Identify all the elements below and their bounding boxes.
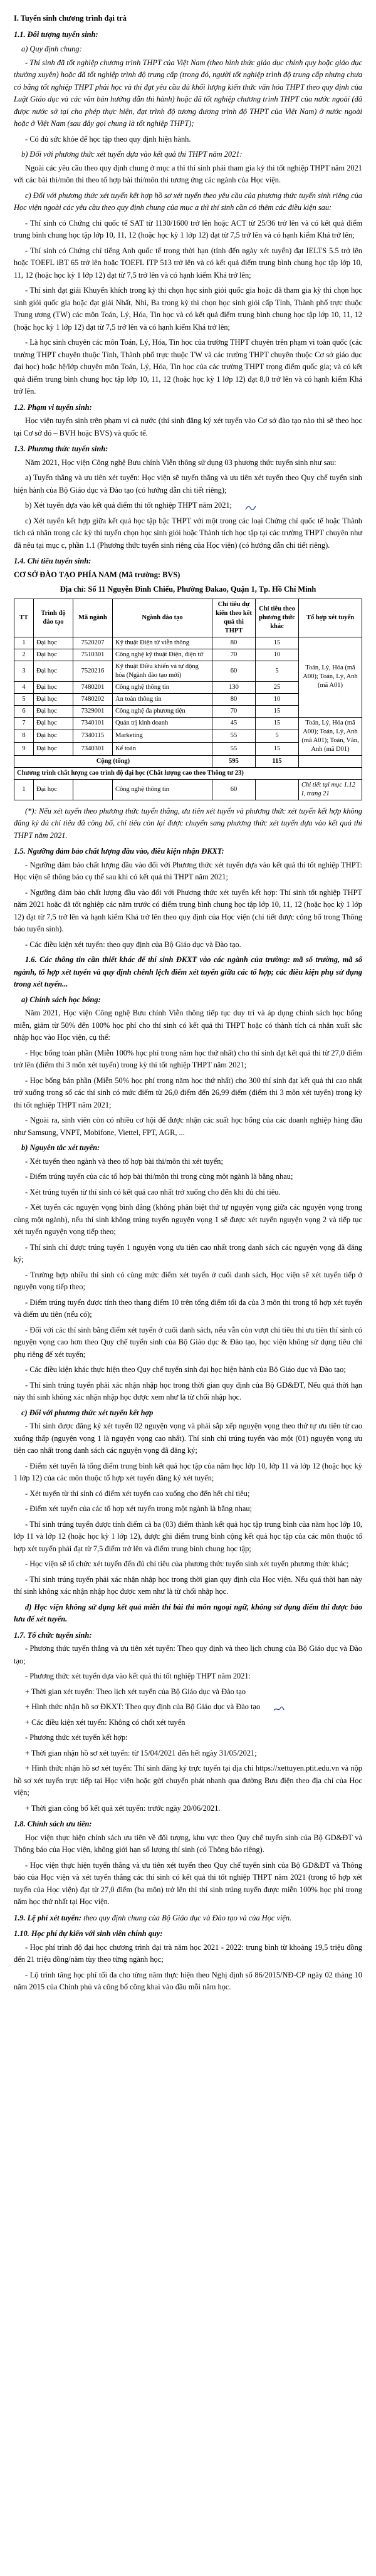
paragraph: - Thí sinh được đăng ký xét tuyển 02 nguyện vọng và phải sắp xếp nguyện vọng theo thứ tự ưu tiên từ cao xuống thấp (nguyện vọng 1 là nguyện vọng cao nhất). Thí sinh chỉ trúng tuyển vào một (01) nguyện vọng ưu tiên cao nhất trong danh sách các nguyện vọng đã đăng ký; <box>14 1422 362 1455</box>
section-1-7-title: 1.7. Tổ chức tuyển sinh: <box>14 1630 92 1640</box>
table-header-row <box>14 599 362 637</box>
paragraph: + Thời gian nhận hồ sơ xét tuyển: từ 15/04/2021 đến hết ngày 31/05/2021; <box>25 1748 257 1757</box>
table-cell: 7480201 <box>73 681 113 693</box>
column-header: Tổ hợp xét tuyển <box>299 599 362 637</box>
table-cell: Kỹ thuật Điện tử viễn thông <box>113 637 212 649</box>
table-cell: 60 <box>212 779 256 800</box>
table-cell: Chi tiết tại mục 1.12 I, trang 21 <box>299 779 362 800</box>
table-cell: Đại học <box>34 743 73 755</box>
paragraph: Ngoài các yêu cầu theo quy định chung ở mục a thì thí sinh phải tham gia kỳ thi tốt nghiệp THPT năm 2021 với các bài thi/môn thi theo tổ hợp bài thi/môn thi tương ứng các ngành của Học viện. <box>14 163 362 184</box>
section-heading: I. Tuyển sinh chương trình đại trà <box>14 14 127 23</box>
paragraph-text: + Hình thức nhận hồ sơ ĐKXT: Theo quy định của Bộ Giáo dục và Đào tạo <box>25 1702 261 1711</box>
paragraph: - Thí sinh trúng tuyển phải xác nhận nhập học trong thời gian quy định của Bộ GD&ĐT, Nếu quá thời hạn này thí sinh không xác nhận nhập học được xem như là từ chối nhập học. <box>14 1380 362 1401</box>
table-cell: 8 <box>14 730 34 742</box>
table-row <box>14 717 362 730</box>
table-cell: Đại học <box>34 705 73 717</box>
table-cell: 25 <box>256 681 299 693</box>
subsection-c-title: c) Đối với phương thức xét tuyển kết hợp <box>21 1408 154 1417</box>
table-cell: Công nghệ kỹ thuật Điện, điện tử <box>113 649 212 661</box>
section-1-6-title: 1.6. Các thông tin cần thiết khác để thí sinh ĐKXT vào các ngành của trường: mã số trường, mã số ngành, tổ hợp xét tuyển và quy định chênh lệch điểm xét tuyển giữa các tổ hợp; các điều kiện phụ sử dụng trong xét tuyển... <box>14 955 362 988</box>
paragraph: a) Tuyển thẳng và ưu tiên xét tuyển: Học viện sẽ tuyển thẳng và ưu tiên xét tuyển theo Quy chế tuyển sinh hiện hành của Bộ Giáo dục và Đào tạo (có hướng dẫn chi tiết riêng); <box>14 473 362 495</box>
paragraph: - Thí sinh có Chứng chỉ quốc tế SAT từ 1130/1600 trở lên hoặc ACT từ 25/36 trở lên và có kết quả điểm trung bình chung học tập lớp 10, 11, 12 (hoặc học kỳ 1 lớp 12) đạt từ 7,5 trở lên và có hạnh kiểm Khá trở lên; <box>14 218 362 239</box>
table-cell: 7520216 <box>73 661 113 681</box>
table-cell: 7340115 <box>73 730 113 742</box>
table-cell: 70 <box>212 649 256 661</box>
table-cell: Kỹ thuật Điều khiển và tự động hóa (Ngành đào tạo mới) <box>113 661 212 681</box>
paragraph: Học viện tuyển sinh trên phạm vi cả nước (thí sinh đăng ký xét tuyển vào Cơ sở đào tạo nào thì sẽ theo học tại Cơ sở đó – BVH hoặc BVS) và quốc tế. <box>14 416 362 437</box>
table-cell: Đại học <box>34 637 73 649</box>
table-cell: 80 <box>212 637 256 649</box>
paragraph: - Học bổng bán phần (Miễn 50% học phí trong năm học thứ nhất) cho 300 thí sinh đạt kết quả thi cao nhất trở xuống trong số các thí sinh có mức điểm từ 26,0 điểm đến 26,99 điểm (điểm thi 3 môn xét tuyển) trong kỳ thi tốt nghiệp THPT năm 2021; <box>14 1076 362 1109</box>
paragraph: - Học bổng toàn phần (Miễn 100% học phí trong năm học thứ nhất) cho thí sinh đạt kết quả thi từ 27,0 điểm trở lên (điểm thi 3 môn xét tuyển) trong kỳ thi tốt nghiệp THPT năm 2021; <box>14 1048 362 1069</box>
paragraph: - Thí sinh trúng tuyển được tính điểm cả ba (03) điểm thành kết quả học tập trung bình của năm học lớp 10, lớp 11 và lớp 12 (hoặc học kỳ 1 lớp 12), được ghi điểm trung bình cộng kết quả học tập của các môn thuộc tổ hợp xét tuyển phải đạt từ 7,5 điểm trở lên và điểm trung bình chung học tập; <box>14 1519 362 1553</box>
table-total-row <box>14 755 362 767</box>
section-1-2-title: 1.2. Phạm vi tuyển sinh: <box>14 402 92 412</box>
table-cell: Toán, Lý, Hóa (mã A00); Toán, Lý, Anh (mã A01); Toán, Văn, Anh (mã D01) <box>299 717 362 755</box>
table-cell: 6 <box>14 705 34 717</box>
paragraph-text: b) Xét tuyển dựa vào kết quả điểm thi tốt nghiệp THPT năm 2021; <box>25 501 232 510</box>
table-cell: Đại học <box>34 730 73 742</box>
subsection-b-title: b) Nguyên tắc xét tuyển: <box>21 1143 100 1152</box>
paragraph: - Điểm xét tuyển của các tổ hợp xét tuyển trong một ngành là bằng nhau; <box>25 1504 252 1513</box>
subsection-c-title: c) Đối với phương thức xét tuyển kết hợp hồ sơ xét tuyển theo yêu cầu của phương thức tuyển sinh riêng của Học viện ngoài các yêu cầu theo quy định chung của mục a thì thí sinh cần có thêm các điều kiện sau: <box>14 191 362 212</box>
section-1-10-title: 1.10. Học phí dự kiến với sinh viên chính quy: <box>14 1929 163 1938</box>
table-cell: 60 <box>212 661 256 681</box>
subsection-a-title: a) Chính sách học bổng: <box>21 995 101 1004</box>
paragraph: + Thời gian công bố kết quả xét tuyển: trước ngày 20/06/2021. <box>25 1803 221 1813</box>
paragraph: Năm 2021, Học viện Công nghệ Bưu chính Viễn thông tiếp tục duy trì và áp dụng chính sách học bổng miễn, giảm từ 50% đến 100% học phí cho thí sinh có kết quả thi THPT hoặc có thành tích cá nhân xuất sắc nhập học vào Học viện, cụ thể: <box>14 1008 362 1042</box>
paragraph: - Lộ trình tăng học phí tối đa cho từng năm thực hiện theo Nghị định số 86/2015/NĐ-CP ngày 02 tháng 10 năm 2015 của Chính phủ và công bố công khai vào đầu mỗi năm học. <box>14 1970 362 1991</box>
paragraph: - Xét tuyển theo ngành và theo tổ hợp bài thi/môn thi xét tuyển; <box>25 1156 223 1166</box>
quota-table <box>14 599 362 800</box>
paragraph: + Thời gian xét tuyển: Theo lịch xét tuyển của Bộ Giáo dục và Đào tạo <box>25 1687 246 1696</box>
paragraph: - Là học sinh chuyên các môn Toán, Lý, Hóa, Tin học của trường THPT chuyên trên phạm vi toàn quốc (các trường THPT chuyên thuộc Tỉnh, Thành phố trực thuộc TW và các trường THPT chuyên thuộc Cơ sở giáo dục đại học) hoặc hệ/lớp chuyên môn Toán, Lý, Hóa, Tin học của các trường THPT trọng điểm quốc gia; và có kết quả điểm trung bình chung học tập lớp 10, 11, 12 (hoặc học kỳ 1 lớp 12) đạt 8,0 trở lên và có hạnh kiểm Khá trở lên. <box>14 338 362 395</box>
paragraph: - Phương thức tuyển thẳng và ưu tiên xét tuyển: Theo quy định và theo lịch chung của Bộ Giáo dục và Đào tạo; <box>14 1644 362 1665</box>
table-cell: 5 <box>14 693 34 705</box>
column-header: Chỉ tiêu theo phương thức khác <box>256 599 299 637</box>
column-header: Trình độ đào tạo <box>34 599 73 637</box>
table-cell: 1 <box>14 637 34 649</box>
column-header: Mã ngành <box>73 599 113 637</box>
table-cell: 10 <box>256 649 299 661</box>
table-section-row <box>14 767 362 779</box>
table-cell: 55 <box>212 730 256 742</box>
table-cell: 595 <box>212 755 256 767</box>
table-cell: 7329001 <box>73 705 113 717</box>
table-cell: 7510301 <box>73 649 113 661</box>
column-header: Chỉ tiêu dự kiến theo kết quả thi THPT <box>212 599 256 637</box>
subsection-d-title: d) Học viện không sử dụng kết quả miễn thi bài thi môn ngoại ngữ, không sử dụng điểm thi được bảo lưu để xét tuyển. <box>14 1602 362 1623</box>
campus-name: CƠ SỞ ĐÀO TẠO PHÍA NAM <box>14 570 117 579</box>
table-cell: 1 <box>14 779 34 800</box>
handwritten-mark-icon <box>234 503 245 509</box>
table-row <box>14 637 362 649</box>
paragraph: - Học viện thực hiện tuyển thẳng và ưu tiên xét tuyển theo Quy chế tuyển sinh của Bộ GD&ĐT và Thông báo của Học viện và xét tuyển thẳng các thí sinh có kết quả thi tốt nghiệp THPT năm 2021 (trong tổ hợp xét tuyển của Học viện) đạt từ 27,0 điểm (ba môn) trở lên thì thí sinh trúng tuyển được miễn 100% học phí trong năm học thứ nhất tại Học viện. <box>14 1860 362 1906</box>
paragraph <box>14 1701 362 1714</box>
paragraph: - Có đủ sức khỏe để học tập theo quy định hiện hành. <box>25 134 191 144</box>
campus-line <box>14 569 362 582</box>
table-cell: 45 <box>212 717 256 730</box>
table-cell: Chương trình chất lượng cao trình độ đại học (Chất lượng cao theo Thông tư 23) <box>14 767 362 779</box>
paragraph: - Học phí trình độ đại học chương trình đại trà năm học 2021 - 2022: trung bình từ khoảng 19,5 triệu đồng đến 21 triệu đồng/năm tùy theo từng ngành học; <box>14 1942 362 1964</box>
paragraph: Năm 2021, Học viện Công nghệ Bưu chính Viễn thông sử dụng 03 phương thức tuyển sinh như sau: <box>25 458 337 467</box>
table-cell: Công nghệ đa phương tiện <box>113 705 212 717</box>
paragraph: Học viện thực hiện chính sách ưu tiên về đối tượng, khu vực theo Quy chế tuyển sinh của Bộ GD&ĐT và Thông báo của Học viện, không giới hạn số lượng thí sinh (có Thông báo riêng). <box>14 1833 362 1854</box>
paragraph: - Các điều kiện khác thực hiện theo Quy chế tuyển sinh đại học hiện hành của Bộ Giáo dục và Đào tạo; <box>25 1365 346 1374</box>
paragraph: - Thí sinh đã tốt nghiệp chương trình THPT của Việt Nam (theo hình thức giáo dục chính quy hoặc giáo dục thường xuyên) hoặc đã tốt nghiệp trình độ trung cấp (trong đó, người tốt nghiệp trình độ trung cấp nhưng chưa có bằng tốt nghiệp THPT phải học và thi đạt yêu cầu đủ khối lượng kiến thức văn hóa THPT theo quy định của Luật Giáo dục và các văn bản hướng dẫn thi hành) hoặc đã tốt nghiệp chương trình THPT của nước ngoài (đã được nước sở tại cho phép thực hiện, đạt trình độ tương đương trình độ THPT của Việt Nam) ở nước ngoài hoặc ở Việt Nam (sau đây gọi chung là tốt nghiệp THPT); <box>14 58 362 128</box>
table-cell: 7520207 <box>73 637 113 649</box>
paragraph: - Xét tuyển các nguyện vọng bình đẳng (không phân biệt thứ tự nguyện vọng giữa các nguyện vọng trong cùng một ngành), nếu thí sinh không trúng tuyển nguyện vọng 1 sẽ được xét tuyển nguyện vọng 2 và tiếp tục xét tuyển nguyện vọng tiếp theo; <box>14 1203 362 1236</box>
paragraph: - Các điều kiện xét tuyển: theo quy định của Bộ Giáo dục và Đào tạo. <box>25 940 241 949</box>
campus-code: (Mã trường: BVS) <box>118 570 180 579</box>
section-1-9-title: 1.9. Lệ phí xét tuyển: <box>14 1913 82 1922</box>
section-1-4-title: 1.4. Chỉ tiêu tuyển sinh: <box>14 557 91 565</box>
table-cell: 3 <box>14 661 34 681</box>
table-cell: Kế toán <box>113 743 212 755</box>
section-1-9-line <box>14 1912 362 1925</box>
table-cell: 15 <box>256 743 299 755</box>
paragraph <box>14 500 362 512</box>
table-cell: Công nghệ thông tin <box>113 779 212 800</box>
section-1-5-title: 1.5. Ngưỡng đảm bảo chất lượng đầu vào, điều kiện nhận ĐKXT: <box>14 847 224 856</box>
table-cell: 15 <box>256 637 299 649</box>
paragraph: + Các điều kiện xét tuyển: Không có chốt xét tuyển <box>25 1717 185 1727</box>
table-cell: Đại học <box>34 693 73 705</box>
paragraph: - Xét trúng tuyển từ thí sinh có kết quả cao nhất trở xuống cho đến khi đủ chỉ tiêu. <box>25 1187 281 1196</box>
table-cell: 55 <box>212 743 256 755</box>
table-cell <box>299 755 362 767</box>
table-cell: Đại học <box>34 649 73 661</box>
table-cell: 130 <box>212 681 256 693</box>
paragraph: - Thí sinh đạt giải Khuyến khích trong kỳ thi chọn học sinh giỏi quốc gia hoặc đã tham gia kỳ thi chọn học sinh giỏi quốc gia hoặc đạt giải Nhất, Nhì, Ba trong kỳ thi chọn học sinh giỏi cấp Tỉnh, Thành phố trực thuộc Trung ương (TW) các môn Toán, Lý, Hóa, Tin học và có kết quả điểm trung bình chung học tập lớp 10, 11, 12 (hoặc học kỳ 1 lớp 12) đạt từ 7,5 trở lên và có hạnh kiểm Khá trở lên; <box>14 286 362 332</box>
table-cell: 15 <box>256 705 299 717</box>
table-cell: 4 <box>14 681 34 693</box>
paragraph: - Thí sinh chỉ được trúng tuyển 1 nguyện vọng ưu tiên cao nhất trong danh sách các nguyện vọng đã đăng ký; <box>14 1242 362 1264</box>
paragraph: - Thí sinh trúng tuyển phải xác nhận nhập học trong thời gian quy định của Học viện. Nếu quá thời hạn này thí sinh không xác nhận nhập học được xem như là từ chối nhập học. <box>14 1574 362 1596</box>
column-header: Ngành đào tạo <box>113 599 212 637</box>
table-cell: 5 <box>256 661 299 681</box>
table-cell: 115 <box>256 755 299 767</box>
section-1-3-title: 1.3. Phương thức tuyển sinh: <box>14 444 108 453</box>
table-cell: Quản trị kinh doanh <box>113 717 212 730</box>
paragraph: - Ngưỡng đảm bảo chất lượng đầu vào đối với Phương thức xét tuyển dựa vào kết quả thi tốt nghiệp THPT: Học viện sẽ thông báo cụ thể sau khi có kết quả thi THPT năm 2021; <box>14 860 362 881</box>
table-cell: 9 <box>14 743 34 755</box>
table-cell <box>256 779 299 800</box>
table-cell: Đại học <box>34 779 73 800</box>
paragraph: - Ngưỡng đảm bảo chất lượng đầu vào đối với Phương thức xét tuyển kết hợp: Thí sinh tốt nghiệp THPT năm 2021 hoặc đã tốt nghiệp các năm trước có điểm trung bình chung học tập lớp 10, 11, 12 (hoặc học kỳ 1 lớp 12) đạt từ 7,5 trở lên và hạnh kiểm Khá trở lên theo quy định của Học viện (chi tiết được công bố trong Thông báo tuyển sinh). <box>14 887 362 933</box>
paragraph: - Trường hợp nhiều thí sinh có cùng mức điểm xét tuyển ở cuối danh sách, Học viện sẽ xét tuyển tiếp ở nguyện vọng tiếp theo; <box>14 1270 362 1291</box>
table-cell: Công nghệ thông tin <box>113 681 212 693</box>
table-cell: 7340301 <box>73 743 113 755</box>
subsection-b-title: b) Đối với phương thức xét tuyển dựa vào kết quả thi THPT năm 2021: <box>21 150 243 159</box>
paragraph: - Thí sinh có Chứng chỉ tiếng Anh quốc tế trong thời hạn (tính đến ngày xét tuyển) đạt IELTS 5.5 trở lên hoặc TOEFL iBT 65 trở lên hoặc TOEFL ITP 513 trở lên và có kết quả điểm trung bình chung học tập lớp 10, 11, 12 (hoặc học kỳ 1 lớp 12) đạt từ 7,5 trở lên và có hạnh kiểm Khá trở lên; <box>14 246 362 280</box>
table-cell: 15 <box>256 717 299 730</box>
table-cell: 80 <box>212 693 256 705</box>
table-cell: 7 <box>14 717 34 730</box>
column-header: TT <box>14 599 34 637</box>
table-cell: 7480202 <box>73 693 113 705</box>
paragraph: - Học viện sẽ tổ chức xét tuyển đến đủ chỉ tiêu của phương thức tuyển sinh xét tuyển phương thức khác; <box>25 1559 349 1568</box>
table-cell <box>73 779 113 800</box>
section-1-9-note: theo quy định chung của Bộ Giáo dục và Đào tạo và của Học viện. <box>83 1913 292 1922</box>
table-cell: Đại học <box>34 717 73 730</box>
table-cell: Đại học <box>34 681 73 693</box>
paragraph: - Điểm trúng tuyển của các tổ hợp bài thi/môn thi trong cùng một ngành là bằng nhau; <box>25 1172 293 1181</box>
section-1-1-title: 1.1. Đối tượng tuyển sinh: <box>14 29 98 39</box>
table-cell: Đại học <box>34 661 73 681</box>
table-cell: Marketing <box>113 730 212 742</box>
table-row <box>14 779 362 800</box>
subsection-a-title: a) Quy định chung: <box>21 45 82 53</box>
campus-address: Địa chỉ: Số 11 Nguyễn Đình Chiểu, Phường Đakao, Quận 1, Tp. Hồ Chí Minh <box>60 585 316 594</box>
table-cell: 5 <box>256 730 299 742</box>
table-cell: An toàn thông tin <box>113 693 212 705</box>
section-1-8-title: 1.8. Chính sách ưu tiên: <box>14 1819 92 1828</box>
paragraph: - Điểm trúng tuyển được tính theo thang điểm 10 trên tổng điểm tối đa của 3 môn thi trong tổ hợp xét tuyển và điểm ưu tiên (nếu có); <box>14 1297 362 1319</box>
paragraph: - Đối với các thí sinh bằng điểm xét tuyển ở cuối danh sách, nếu vẫn còn vượt chỉ tiêu thì ưu tiên thí sinh có nguyện vọng cao hơn theo Quy chế tuyển sinh của Bộ Giáo dục & Đào tạo, học viện không sử dụng tiêu chí phụ riêng để xét tuyển; <box>14 1325 362 1359</box>
paragraph: - Phương thức xét tuyển dựa vào kết quả thi tốt nghiệp THPT năm 2021: <box>25 1672 251 1680</box>
paragraph: c) Xét tuyển kết hợp giữa kết quả học tập bậc THPT với một trong các loại Chứng chỉ quốc tế hoặc Thành tích cá nhân trong các kỳ thi tuyển chọn học sinh giỏi hoặc Thành tích học tập tại các trường THPT chuyên như đã nêu tại mục c, phần 1.1 (Phương thức tuyển sinh riêng của Học viện) (có hướng dẫn chi tiết riêng). <box>14 516 362 550</box>
table-cell: Cộng (tổng) <box>14 755 212 767</box>
paragraph: + Hình thức nhận hồ sơ xét tuyển: Thí sinh đăng ký trực tuyến tại địa chỉ https://xettuyen.ptit.edu.vn và nộp hồ sơ xét tuyển trực tiếp tại Học viện hoặc gửi chuyển phát nhanh qua đường Bưu điện theo địa chỉ của Học viện; <box>14 1764 362 1797</box>
paragraph: - Ngoài ra, sinh viên còn có nhiều cơ hội để được nhận các suất học bổng của các doanh nghiệp hàng đầu như Samsung, VNPT, Mobifone, Viettel, FPT, AGR, ... <box>14 1116 362 1137</box>
table-cell: Toán, Lý, Hóa (mã A00); Toán, Lý, Anh (mã A01) <box>299 637 362 717</box>
paragraph: - Điểm xét tuyển là tổng điểm trung bình kết quả học tập của năm học lớp 10, lớp 11 và lớp 12 (hoặc học kỳ 1 lớp 12) của các môn thuộc tổ hợp xét tuyển đăng ký xét tuyển; <box>14 1461 362 1482</box>
table-cell: 70 <box>212 705 256 717</box>
paragraph: - Phương thức xét tuyển kết hợp: <box>25 1733 128 1742</box>
table-cell: 10 <box>256 693 299 705</box>
table-note: (*): Nếu xét tuyển theo phương thức tuyển thẳng, ưu tiên xét tuyển và phương thức xét tuyển kết hợp không đăng ký đủ chỉ tiêu đã công bố, chỉ tiêu còn lại được chuyển sang phương thức xét tuyển dựa vào kết quả thi THPT năm 2021. <box>14 806 362 840</box>
handwritten-mark-icon <box>262 1704 273 1710</box>
table-cell: 7340101 <box>73 717 113 730</box>
table-cell: 2 <box>14 649 34 661</box>
paragraph: - Xét tuyển từ thí sinh có điểm xét tuyển cao xuống cho đến hết chỉ tiêu; <box>25 1489 250 1498</box>
